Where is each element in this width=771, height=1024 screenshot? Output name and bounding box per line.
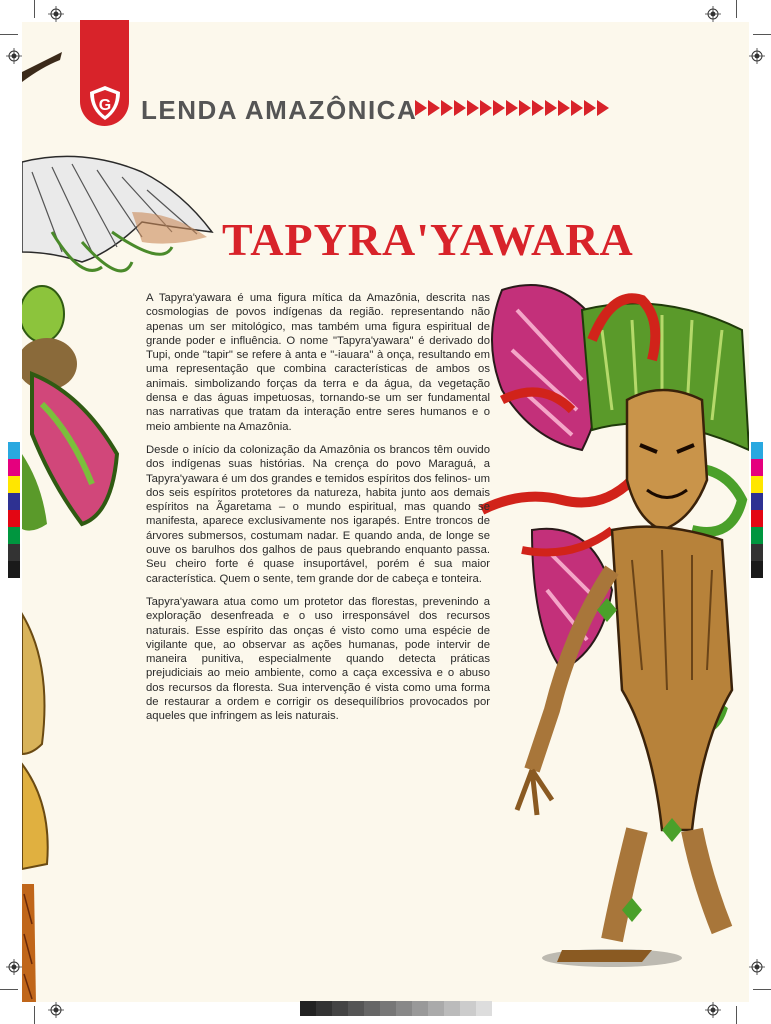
registration-mark-icon bbox=[749, 48, 765, 64]
arrow-icon bbox=[584, 100, 596, 116]
color-swatch bbox=[8, 459, 20, 476]
color-swatch bbox=[8, 476, 20, 493]
color-swatch bbox=[751, 510, 763, 527]
arrow-icon bbox=[454, 100, 466, 116]
arrow-icon bbox=[519, 100, 531, 116]
leaf-plant-illustration bbox=[22, 284, 132, 1002]
color-swatch bbox=[751, 459, 763, 476]
registration-mark-icon bbox=[6, 959, 22, 975]
color-swatch bbox=[751, 544, 763, 561]
arrow-icon bbox=[428, 100, 440, 116]
gray-swatch bbox=[332, 1001, 348, 1016]
color-swatch bbox=[8, 561, 20, 578]
gray-swatch bbox=[300, 1001, 316, 1016]
svg-text:G: G bbox=[98, 97, 112, 114]
registration-mark-icon bbox=[749, 959, 765, 975]
arrow-icon bbox=[571, 100, 583, 116]
crop-mark bbox=[0, 34, 18, 35]
page-title: TAPYRA'YAWARA bbox=[222, 214, 634, 265]
color-swatch bbox=[751, 442, 763, 459]
header-arrows bbox=[415, 100, 609, 116]
gray-swatch bbox=[476, 1001, 492, 1016]
gray-swatch bbox=[444, 1001, 460, 1016]
gray-swatch bbox=[380, 1001, 396, 1016]
crop-mark bbox=[753, 989, 771, 990]
registration-mark-icon bbox=[705, 6, 721, 22]
arrow-icon bbox=[493, 100, 505, 116]
color-swatch bbox=[8, 527, 20, 544]
crop-mark bbox=[736, 0, 737, 18]
color-swatch bbox=[751, 527, 763, 544]
registration-mark-icon bbox=[48, 6, 64, 22]
color-swatch bbox=[8, 544, 20, 561]
arrow-icon bbox=[532, 100, 544, 116]
gray-swatch bbox=[412, 1001, 428, 1016]
color-swatch bbox=[751, 561, 763, 578]
crop-mark bbox=[736, 1006, 737, 1024]
color-registration-bar-right bbox=[751, 442, 763, 578]
gray-swatch bbox=[396, 1001, 412, 1016]
paragraph-1: A Tapyra'yawara é uma figura mítica da Amazônia, descrita nas cosmologias de povos indígenas da região. representando não apenas um ser mitológico, mas também uma figura espiritual de grande poder e influência. O nome "Tapyra'yawara" é derivado do Tupi, onde "tapir" se refere à anta e "-iauara" à onça, resultando em uma representação que combina características de ambos os animais. simbolizando forças da terra e da água, da vegetação densa e das águas impetuosas, tornando-se um ser fundamental nas narrativas que tratam da interação entre seres humanos e o meio ambiente na Amazônia. bbox=[146, 292, 490, 433]
arrow-icon bbox=[558, 100, 570, 116]
color-swatch bbox=[751, 476, 763, 493]
color-swatch bbox=[8, 493, 20, 510]
gray-swatch bbox=[316, 1001, 332, 1016]
gray-swatch bbox=[460, 1001, 476, 1016]
registration-mark-icon bbox=[48, 1002, 64, 1018]
article-body bbox=[146, 291, 490, 733]
arrow-icon bbox=[545, 100, 557, 116]
gray-swatch bbox=[364, 1001, 380, 1016]
crop-mark bbox=[34, 0, 35, 18]
gray-swatch bbox=[428, 1001, 444, 1016]
paragraph-2: Desde o início da colonização da Amazônia os brancos têm ouvido dos indígenas suas histórias. Na crença do povo Maraguá, a Tapyra'yawara é um dos grandes e temidos espíritos dos felinos- um dos seis espíritos protetores da natureza, habita junto aos demais espíritos na Ãgaretama – o mundo espiritual, mas quando se manifesta, aparece exclusivamente nos igarapés. Entre troncos de árvores submersos, costumam nadar. E quando anda, de longe se ouve os barulhos dos galhos de paus quebrando enquanto passa. Seu cheiro forte é quase insuportável, porém é sua maior característica. Quem o sente, tem grande dor de cabeça e tonteira. bbox=[146, 443, 490, 585]
arrow-icon bbox=[415, 100, 427, 116]
color-swatch bbox=[8, 510, 20, 527]
paragraph-3: Tapyra'yawara atua como um protetor das florestas, prevenindo a exploração desenfreada e o uso irresponsável dos recursos naturais. Esse espírito das onças é visto como uma espécie de vigilante que, ao observar as ações humanas, pode intervir de maneira punitiva, especialmente quando detecta práticas prejudiciais ao meio ambiente, como a caça excessiva e o abuso dos recursos da floresta. Sua intervenção é vista como uma forma de restaurar a ordem e corrigir os desequilíbrios provocados por aqueles que infringem as leis naturais. bbox=[146, 595, 490, 723]
gray-swatch bbox=[348, 1001, 364, 1016]
crop-mark bbox=[0, 989, 18, 990]
color-registration-bar-left bbox=[8, 442, 20, 578]
arrow-icon bbox=[467, 100, 479, 116]
tapyrayawara-creature-illustration bbox=[462, 270, 749, 970]
arrow-icon bbox=[441, 100, 453, 116]
crop-mark bbox=[34, 1006, 35, 1024]
color-swatch bbox=[8, 442, 20, 459]
crop-mark bbox=[753, 34, 771, 35]
arrow-icon bbox=[597, 100, 609, 116]
arrow-icon bbox=[506, 100, 518, 116]
registration-mark-icon bbox=[705, 1002, 721, 1018]
arrow-icon bbox=[480, 100, 492, 116]
gray-scale-bar bbox=[300, 1001, 492, 1016]
color-swatch bbox=[751, 493, 763, 510]
city-crest-logo bbox=[86, 84, 124, 122]
section-title: LENDA AMAZÔNICA bbox=[141, 95, 418, 125]
registration-mark-icon bbox=[6, 48, 22, 64]
